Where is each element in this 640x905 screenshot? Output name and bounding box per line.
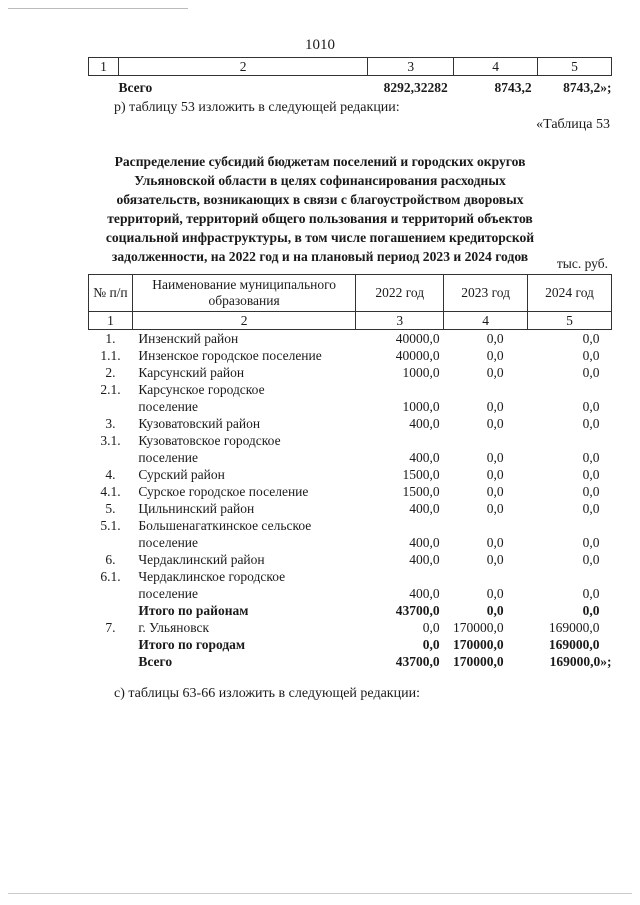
table-row (89, 483, 612, 500)
table-row (89, 432, 612, 449)
value-2022: 1000,0 (402, 365, 440, 380)
row-number: 3.1. (100, 433, 121, 448)
table-53 (88, 274, 612, 670)
value-2022: 1500,0 (402, 467, 440, 482)
row-number (89, 449, 133, 466)
value-2023: 0,0 (486, 501, 504, 516)
value-2022: 0,0 (422, 637, 440, 652)
value-2024: 0,0 (582, 586, 600, 601)
table-52-total-row (89, 76, 612, 99)
col-number: 1 (89, 58, 119, 76)
table-row (89, 619, 612, 636)
row-name: Цильнинский район (138, 501, 255, 516)
row-name: Карсунский район (138, 365, 245, 380)
row-name: поселение (138, 450, 199, 465)
table-row (89, 568, 612, 585)
value-2022: 1000,0 (402, 399, 440, 414)
row-name: поселение (138, 586, 199, 601)
table-row (89, 347, 612, 364)
value-2022: 1500,0 (402, 484, 440, 499)
table-row (89, 415, 612, 432)
value-2024 (528, 381, 612, 398)
row-name: поселение (138, 399, 199, 414)
value-2024: 0,0 (582, 331, 600, 346)
value-2023 (444, 432, 528, 449)
header-number: № п/п (89, 275, 133, 312)
table-row (89, 381, 612, 398)
value-2024: 0,0 (582, 416, 600, 431)
row-name: поселение (138, 535, 199, 550)
value-2024: 0,0 (582, 450, 600, 465)
value-2024 (528, 517, 612, 534)
table-row (89, 534, 612, 551)
col-number: 2 (118, 58, 367, 76)
row-number: 1.1. (100, 348, 121, 363)
row-number (89, 653, 133, 670)
scan-artifact-top (8, 8, 188, 9)
value-2022: 400,0 (409, 535, 440, 550)
header-year: 2022 год (356, 275, 444, 312)
total-value: 8292,32282 (383, 79, 448, 95)
row-name: Сурский район (138, 467, 225, 482)
value-2023: 0,0 (486, 348, 504, 363)
value-2022: 43700,0 (395, 603, 440, 618)
value-2022: 400,0 (409, 450, 440, 465)
row-number (89, 602, 133, 619)
value-2022 (356, 432, 444, 449)
value-2022: 400,0 (409, 552, 440, 567)
row-name: Сурское городское поселение (138, 484, 309, 499)
row-number: 6. (105, 552, 116, 567)
row-number: 7. (105, 620, 116, 635)
table-row (89, 500, 612, 517)
table-row (89, 466, 612, 483)
units-label: тыс. руб. (556, 256, 608, 271)
value-2023: 0,0 (486, 450, 504, 465)
row-number: 2. (105, 365, 116, 380)
total-value: 8743,2»; (563, 79, 612, 95)
value-2023: 170000,0 (452, 637, 504, 652)
row-name: Карсунское городское (138, 382, 265, 397)
value-2023 (444, 381, 528, 398)
table-row (89, 517, 612, 534)
value-2023: 0,0 (486, 416, 504, 431)
value-2022 (356, 381, 444, 398)
row-name: Кузоватовский район (138, 416, 261, 431)
value-2023: 0,0 (486, 467, 504, 482)
table-row (89, 330, 612, 348)
value-2023: 170000,0 (452, 654, 504, 669)
row-number: 2.1. (100, 382, 121, 397)
value-2023: 0,0 (486, 399, 504, 414)
row-number (89, 534, 133, 551)
header-year: 2024 год (528, 275, 612, 312)
col-number: 4 (444, 312, 528, 330)
value-2022 (356, 517, 444, 534)
value-2024: 0,0 (582, 603, 600, 618)
row-number: 3. (105, 416, 116, 431)
row-name: Чердаклинское городское (138, 569, 286, 584)
value-2022: 43700,0 (395, 654, 440, 669)
col-number: 5 (538, 58, 612, 76)
value-2024: 0,0 (582, 365, 600, 380)
table-row (89, 398, 612, 415)
scan-artifact-bottom (8, 893, 632, 894)
value-2024: 0,0 (582, 501, 600, 516)
total-label: Всего (118, 79, 153, 95)
col-number: 3 (356, 312, 444, 330)
table-total-row (89, 602, 612, 619)
value-2024: 169000,0 (548, 620, 600, 635)
row-number: 6.1. (100, 569, 121, 584)
value-2024: 0,0 (582, 467, 600, 482)
table-row (89, 364, 612, 381)
value-2023: 0,0 (486, 535, 504, 550)
value-2023: 0,0 (486, 552, 504, 567)
value-2024: 0,0 (582, 399, 600, 414)
table-row (89, 449, 612, 466)
value-2023 (444, 517, 528, 534)
value-2022: 40000,0 (395, 348, 440, 363)
table-title: Распределение субсидий бюджетам поселений и городских округов Ульяновской области в целях софинансирования расходных обязательств, возникающих в связи с благоустройством дворовых территорий, территорий общего пользования и территорий объектов социальной инфраструктуры, в том числе погашением кредиторской задолженности, на 2022 год и на плановый период 2023 и 2024 годов (105, 154, 535, 264)
row-name: Итого по городам (138, 637, 246, 652)
row-number: 4.1. (100, 484, 121, 499)
page-number: 1010 (305, 37, 335, 53)
row-name: Всего (138, 654, 173, 669)
col-number: 3 (368, 58, 454, 76)
value-2023: 0,0 (486, 603, 504, 618)
total-value: 8743,2 (494, 79, 532, 95)
value-2024: 0,0 (582, 535, 600, 550)
value-2024: 0,0 (582, 348, 600, 363)
header-year: 2023 год (444, 275, 528, 312)
row-number: 4. (105, 467, 116, 482)
value-2024: 0,0 (582, 484, 600, 499)
value-2022: 40000,0 (395, 331, 440, 346)
row-number (89, 636, 133, 653)
value-2022 (356, 568, 444, 585)
value-2023: 170000,0 (452, 620, 504, 635)
value-2022: 400,0 (409, 586, 440, 601)
table-row (89, 585, 612, 602)
value-2024 (528, 568, 612, 585)
row-name: Большенагаткинское сельское (138, 518, 312, 533)
table-header-row (89, 275, 612, 312)
paragraph-r: р) таблицу 53 изложить в следующей редакции: (114, 100, 400, 115)
header-name: Наименование муниципального образования (132, 275, 355, 312)
value-2023: 0,0 (486, 331, 504, 346)
row-number: 1. (105, 331, 116, 346)
value-2024 (528, 432, 612, 449)
col-number: 2 (132, 312, 355, 330)
value-2022: 0,0 (422, 620, 440, 635)
paragraph-s: с) таблицы 63-66 изложить в следующей редакции: (114, 686, 420, 701)
row-name: Итого по районам (138, 603, 249, 618)
value-2024: 169000,0 (548, 637, 600, 652)
table-column-numbers (89, 312, 612, 330)
table-row (89, 551, 612, 568)
row-number: 5. (105, 501, 116, 516)
row-name: Чердаклинский район (138, 552, 265, 567)
table-52-column-numbers (89, 58, 612, 76)
row-name: г. Ульяновск (138, 620, 210, 635)
table-52-tail (88, 57, 612, 98)
col-number: 5 (528, 312, 612, 330)
row-name: Кузоватовское городское (138, 433, 281, 448)
col-number: 1 (89, 312, 133, 330)
value-2023: 0,0 (486, 365, 504, 380)
table-total-row (89, 653, 612, 670)
value-2022: 400,0 (409, 501, 440, 516)
row-name: Инзенское городское поселение (138, 348, 322, 363)
value-2024: 0,0 (582, 552, 600, 567)
row-name: Инзенский район (138, 331, 239, 346)
value-2023: 0,0 (486, 586, 504, 601)
table-caption: «Таблица 53 (536, 117, 610, 132)
table-total-row (89, 636, 612, 653)
value-2024: 169000,0»; (549, 654, 612, 669)
value-2023: 0,0 (486, 484, 504, 499)
table-body (89, 330, 612, 671)
value-2023 (444, 568, 528, 585)
value-2022: 400,0 (409, 416, 440, 431)
row-number (89, 585, 133, 602)
row-number (89, 398, 133, 415)
col-number: 4 (454, 58, 538, 76)
row-number: 5.1. (100, 518, 121, 533)
